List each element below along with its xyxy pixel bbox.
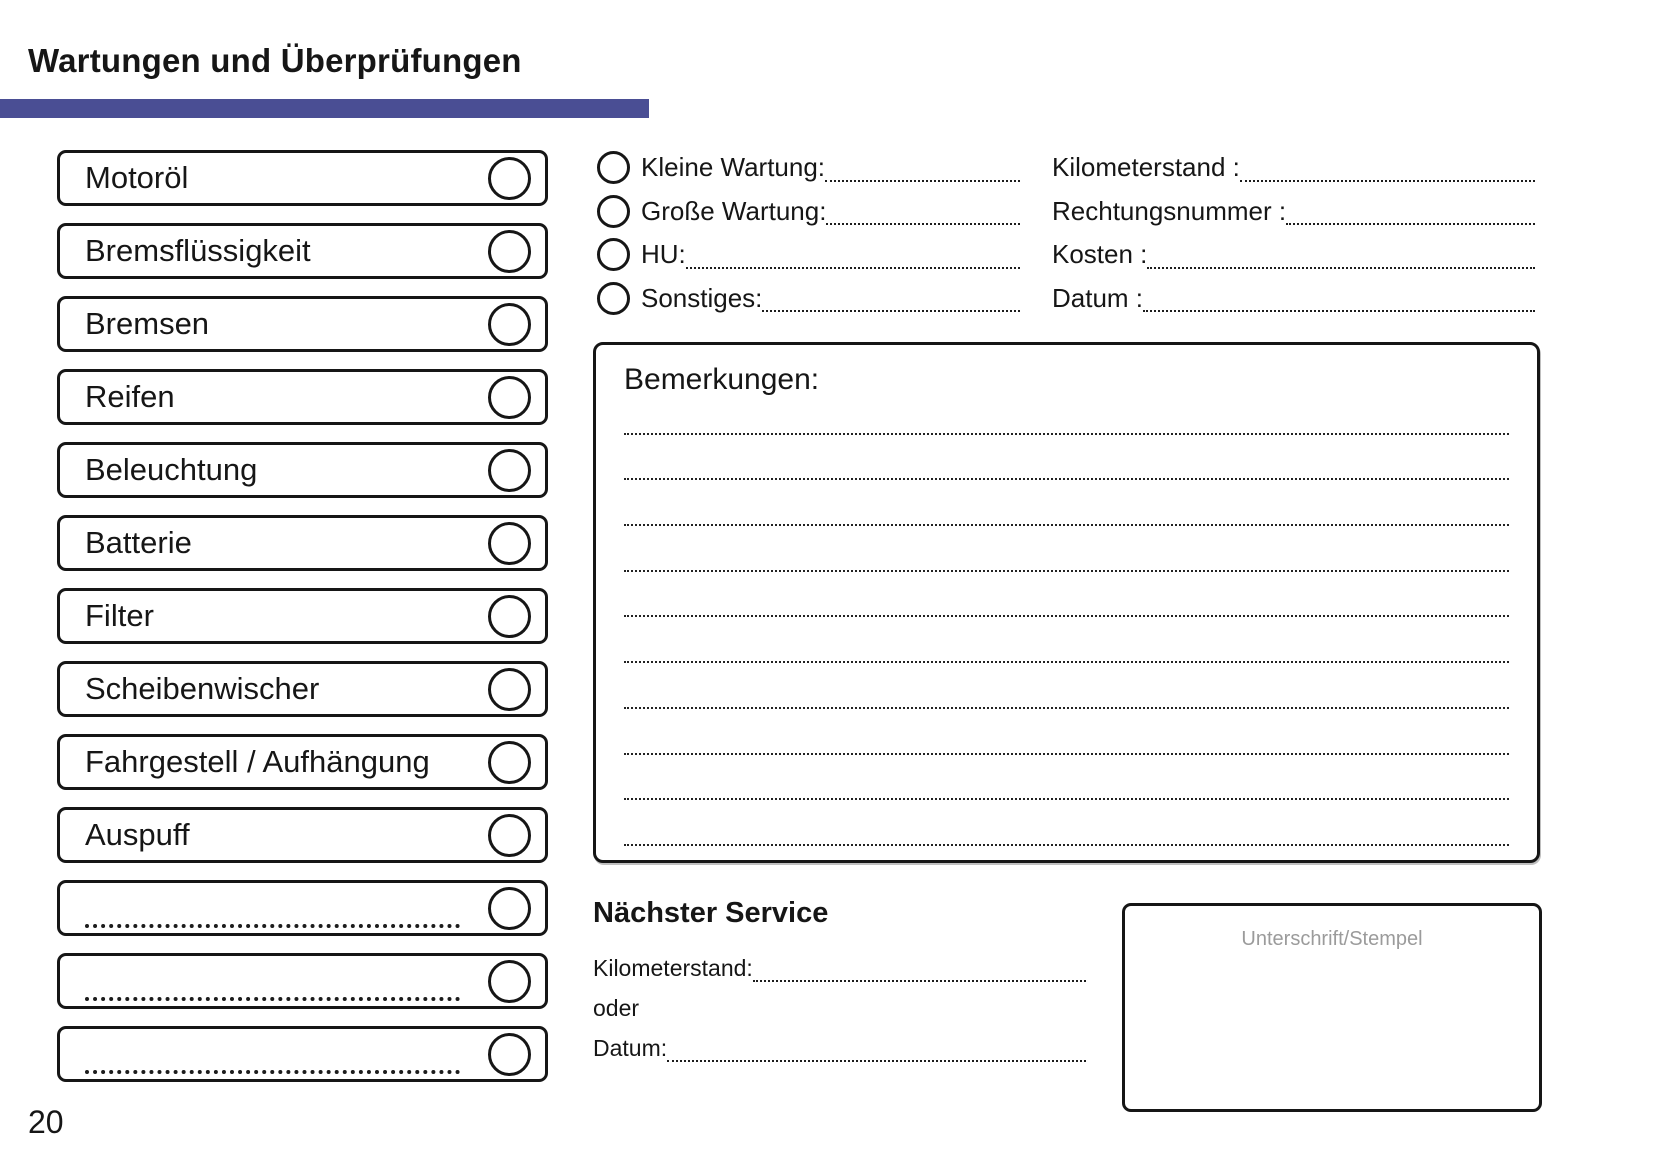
next-service-field-label: Datum:: [593, 1034, 668, 1061]
remarks-writing-line[interactable]: [624, 526, 1509, 572]
next-service-fillin-line[interactable]: [753, 980, 1086, 982]
next-service-datum: [593, 1028, 1086, 1068]
next-service-field-label: oder: [593, 994, 640, 1021]
service-type-option-sonstiges[interactable]: [597, 277, 1020, 321]
check-circle[interactable]: [488, 741, 531, 784]
checklist-fillin-line[interactable]: [85, 888, 460, 928]
service-type-option-hu[interactable]: [597, 233, 1020, 277]
checklist-item-label: Bremsen: [85, 306, 210, 341]
next-service-kilometerstand: [593, 948, 1086, 988]
checklist-item-custom-3[interactable]: [57, 1026, 548, 1082]
signature-box[interactable]: [1122, 903, 1542, 1112]
service-type-option-grosse-wartung[interactable]: [597, 190, 1020, 234]
checklist-item-label: Reifen: [85, 379, 175, 414]
checklist-item-filter[interactable]: [57, 588, 548, 644]
inspection-checklist: [57, 150, 548, 1082]
remarks-writing-line[interactable]: [624, 617, 1509, 663]
service-type-options: [597, 146, 1020, 320]
checklist-item-batterie[interactable]: [57, 515, 548, 571]
check-circle[interactable]: [488, 449, 531, 492]
checklist-item-bremsfluessigkeit[interactable]: [57, 223, 548, 279]
checklist-item-label: Fahrgestell / Aufhängung: [85, 744, 430, 779]
next-service-title: Nächster Service: [593, 897, 829, 929]
check-circle[interactable]: [488, 230, 531, 273]
check-circle[interactable]: [488, 522, 531, 565]
check-circle[interactable]: [488, 887, 531, 930]
checklist-item-reifen[interactable]: [57, 369, 548, 425]
next-service-fillin-line[interactable]: [667, 1060, 1086, 1062]
page-title: Wartungen und Überprüfungen: [28, 42, 522, 79]
next-service-oder: [593, 988, 1086, 1028]
accent-bar: [0, 99, 649, 118]
service-type-fillin-line[interactable]: [825, 180, 1020, 182]
field-kosten: [1052, 233, 1535, 277]
checklist-item-fahrgestell-aufhaengung[interactable]: [57, 734, 548, 790]
radio-circle[interactable]: [597, 238, 630, 271]
remarks-writing-line[interactable]: [624, 709, 1509, 755]
field-fillin-line[interactable]: [1240, 180, 1535, 182]
field-datum: [1052, 277, 1535, 321]
check-circle[interactable]: [488, 814, 531, 857]
service-record-fields: [1052, 146, 1535, 320]
checklist-item-label: Beleuchtung: [85, 452, 258, 487]
remarks-writing-line[interactable]: [624, 480, 1509, 526]
checklist-item-motoroel[interactable]: [57, 150, 548, 206]
field-kilometerstand: [1052, 146, 1535, 190]
field-fillin-line[interactable]: [1143, 310, 1535, 312]
remarks-writing-line[interactable]: [624, 800, 1509, 846]
remarks-writing-line[interactable]: [624, 755, 1509, 801]
checklist-item-bremsen[interactable]: [57, 296, 548, 352]
service-type-fillin-line[interactable]: [686, 267, 1020, 269]
check-circle[interactable]: [488, 960, 531, 1003]
remarks-writing-line[interactable]: [624, 572, 1509, 618]
checklist-item-label: Bremsflüssigkeit: [85, 233, 311, 268]
check-circle[interactable]: [488, 668, 531, 711]
checklist-item-label: Scheibenwischer: [85, 671, 320, 706]
radio-circle[interactable]: [597, 282, 630, 315]
field-fillin-line[interactable]: [1286, 223, 1535, 225]
radio-circle[interactable]: [597, 151, 630, 184]
service-type-fillin-line[interactable]: [826, 223, 1020, 225]
service-type-label: Sonstiges:: [641, 282, 763, 313]
radio-circle[interactable]: [597, 195, 630, 228]
check-circle[interactable]: [488, 376, 531, 419]
field-fillin-line[interactable]: [1147, 267, 1535, 269]
checklist-item-label: Motoröl: [85, 160, 189, 195]
remarks-writing-line[interactable]: [624, 389, 1509, 435]
next-service-section: [593, 893, 1086, 1068]
page-number: 20: [28, 1104, 64, 1140]
check-circle[interactable]: [488, 157, 531, 200]
checklist-fillin-line[interactable]: [85, 961, 460, 1001]
service-type-label: Große Wartung:: [641, 195, 827, 226]
checklist-item-beleuchtung[interactable]: [57, 442, 548, 498]
signature-label: Unterschrift/Stempel: [1241, 928, 1423, 950]
service-type-fillin-line[interactable]: [762, 310, 1020, 312]
checklist-item-custom-2[interactable]: [57, 953, 548, 1009]
field-label: Kosten :: [1052, 239, 1148, 270]
checklist-fillin-line[interactable]: [85, 1034, 460, 1074]
checklist-item-scheibenwischer[interactable]: [57, 661, 548, 717]
field-label: Kilometerstand :: [1052, 152, 1240, 183]
next-service-field-label: Kilometerstand:: [593, 954, 753, 981]
checklist-item-label: Filter: [85, 598, 154, 633]
check-circle[interactable]: [488, 1033, 531, 1076]
remarks-writing-line[interactable]: [624, 663, 1509, 709]
checklist-item-label: Batterie: [85, 525, 192, 560]
checklist-item-label: Auspuff: [85, 817, 190, 852]
remarks-lines: [624, 389, 1509, 846]
field-rechtungsnummer: [1052, 190, 1535, 234]
field-label: Datum :: [1052, 282, 1144, 313]
service-type-option-kleine-wartung[interactable]: [597, 146, 1020, 190]
remarks-writing-line[interactable]: [624, 435, 1509, 481]
service-type-label: Kleine Wartung:: [641, 152, 826, 183]
check-circle[interactable]: [488, 595, 531, 638]
remarks-title: Bemerkungen:: [624, 363, 820, 396]
service-type-label: HU:: [641, 239, 686, 270]
check-circle[interactable]: [488, 303, 531, 346]
checklist-item-custom-1[interactable]: [57, 880, 548, 936]
checklist-item-auspuff[interactable]: [57, 807, 548, 863]
remarks-box: [593, 342, 1540, 863]
field-label: Rechtungsnummer :: [1052, 195, 1287, 226]
